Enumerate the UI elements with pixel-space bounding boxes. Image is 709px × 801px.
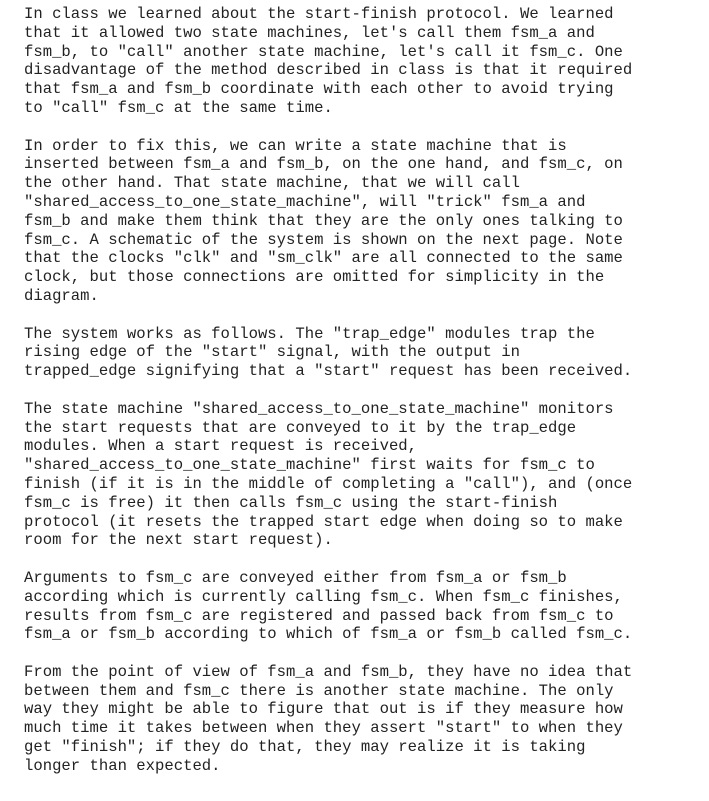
paragraph-monitor-requests [24,400,704,550]
text-line: rising edge of the "start" signal, with the output in [24,343,520,362]
text-line: "shared_access_to_one_state_machine" first waits for fsm_c to [24,456,595,475]
text-line: fsm_c is free) it then calls fsm_c using the start-finish [24,493,558,512]
text-line: that fsm_a and fsm_b coordinate with each other to avoid trying [24,80,614,99]
text-line: according which is currently calling fsm_c. When fsm_c finishes, [24,587,623,606]
text-line: clock, but those connections are omitted for simplicity in the [24,268,605,287]
text-line: From the point of view of fsm_a and fsm_b, they have no idea that [24,662,633,681]
text-line: that the clocks "clk" and "sm_clk" are all connected to the same [24,249,623,268]
text-line: inserted between fsm_a and fsm_b, on the one hand, and fsm_c, on [24,155,623,174]
document-body [24,5,704,794]
paragraph-trap-edge [24,325,704,381]
text-line: to "call" fsm_c at the same time. [24,98,333,117]
text-line: Arguments to fsm_c are conveyed either from fsm_a or fsm_b [24,568,567,587]
text-line: results from fsm_c are registered and passed back from fsm_c to [24,606,614,625]
text-line: disadvantage of the method described in class is that it required [24,61,633,80]
paragraph-arguments [24,569,704,644]
text-line: way they might be able to figure that out is if they measure how [24,700,623,719]
text-line: room for the next start request). [24,531,333,550]
paragraph-point-of-view [24,663,704,776]
text-line: that it allowed two state machines, let's call them fsm_a and [24,23,595,42]
text-line: fsm_b and make them think that they are the only ones talking to [24,211,623,230]
text-line: between them and fsm_c there is another state machine. The only [24,681,614,700]
text-line: fsm_b, to "call" another state machine, let's call it fsm_c. One [24,42,623,61]
text-line: longer than expected. [24,756,221,775]
text-line: "shared_access_to_one_state_machine", will "trick" fsm_a and [24,192,586,211]
text-line: In class we learned about the start-finish protocol. We learned [24,5,614,23]
paragraph-shared-access-fix [24,137,704,306]
text-line: modules. When a start request is received, [24,437,418,456]
text-line: finish (if it is in the middle of completing a "call"), and (once [24,474,633,493]
text-line: get "finish"; if they do that, they may realize it is taking [24,738,586,757]
text-line: the other hand. That state machine, that we will call [24,174,520,193]
paragraph-start-finish-intro [24,5,704,118]
text-line: In order to fix this, we can write a state machine that is [24,136,567,155]
text-line: fsm_c. A schematic of the system is shown on the next page. Note [24,230,623,249]
text-line: The system works as follows. The "trap_edge" modules trap the [24,324,595,343]
text-line: trapped_edge signifying that a "start" request has been received. [24,362,633,381]
text-line: the start requests that are conveyed to it by the trap_edge [24,418,577,437]
text-line: much time it takes between when they assert "start" to when they [24,719,623,738]
text-line: protocol (it resets the trapped start edge when doing so to make [24,512,623,531]
text-line: fsm_a or fsm_b according to which of fsm_a or fsm_b called fsm_c. [24,625,633,644]
text-line: The state machine "shared_access_to_one_state_machine" monitors [24,399,614,418]
text-line: diagram. [24,286,99,305]
